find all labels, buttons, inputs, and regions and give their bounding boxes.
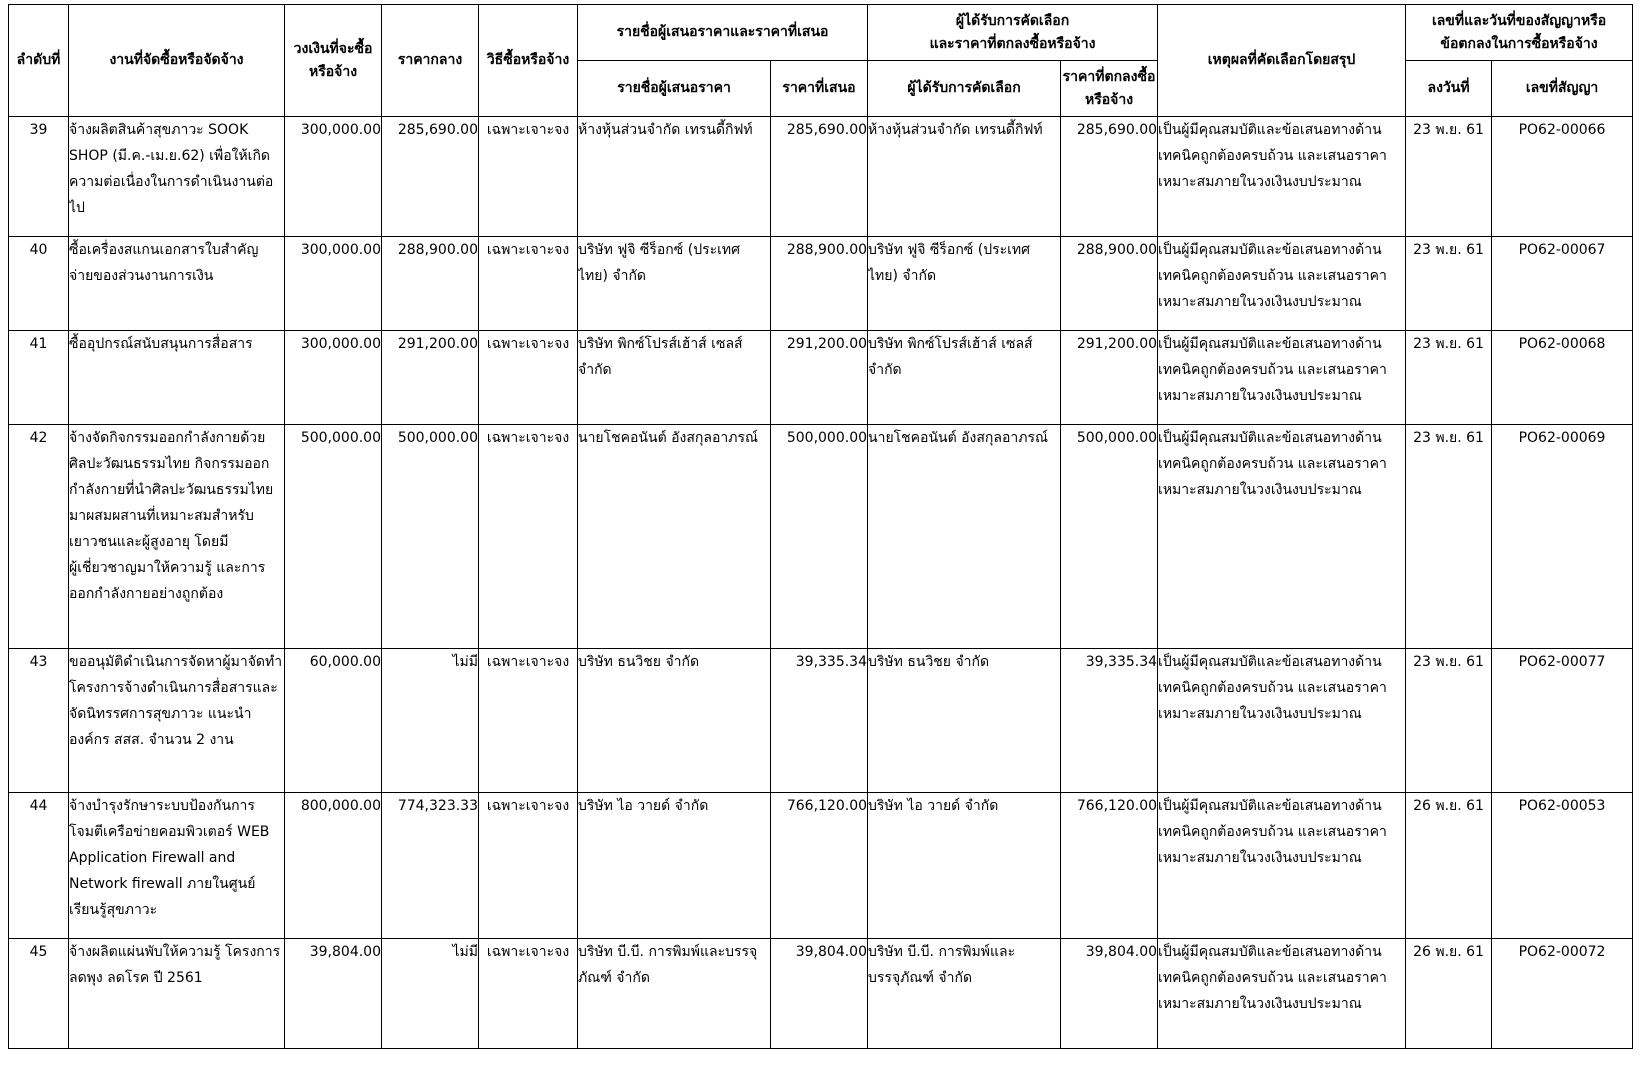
cell-contract-no: PO62-00072	[1492, 939, 1633, 1049]
cell-bid-price: 288,900.00	[771, 237, 868, 331]
cell-reason: เป็นผู้มีคุณสมบัติและข้อเสนอทางด้าน เทคนิคถูกต้องครบถ้วน และเสนอราคา เหมาะสมภายในวงเงินงบประมาณ	[1158, 237, 1406, 331]
cell-median-price: 288,900.00	[382, 237, 479, 331]
cell-selected-name: บริษัท พิกซ์โปรส์เฮ้าส์ เซลส์ จำกัด	[868, 331, 1061, 425]
cell-budget: 300,000.00	[285, 237, 382, 331]
header-bidder-name: รายชื่อผู้เสนอราคา	[578, 61, 771, 117]
cell-no: 44	[9, 793, 69, 939]
cell-method: เฉพาะเจาะจง	[479, 331, 578, 425]
cell-contract-no: PO62-00077	[1492, 649, 1633, 793]
header-no: ลำดับที่	[9, 5, 69, 117]
header-bidders-group: รายชื่อผู้เสนอราคาและราคาที่เสนอ	[578, 5, 868, 61]
cell-date: 23 พ.ย. 61	[1406, 237, 1492, 331]
cell-method: เฉพาะเจาะจง	[479, 117, 578, 237]
table-row	[9, 237, 1633, 331]
cell-budget: 800,000.00	[285, 793, 382, 939]
table-row	[9, 117, 1633, 237]
cell-work: จ้างผลิตสินค้าสุขภาวะ SOOK SHOP (มี.ค.-เม.ย.62) เพื่อให้เกิด ความต่อเนื่องในการดำเนินงานต่อไป	[69, 117, 285, 237]
table-row	[9, 425, 1633, 649]
cell-no: 41	[9, 331, 69, 425]
cell-bidder-name: บริษัท พิกซ์โปรส์เฮ้าส์ เซลส์ จำกัด	[578, 331, 771, 425]
table-row	[9, 649, 1633, 793]
cell-method: เฉพาะเจาะจง	[479, 649, 578, 793]
cell-bidder-name: ห้างหุ้นส่วนจำกัด เทรนดี้กิฟท์	[578, 117, 771, 237]
header-selected-name: ผู้ได้รับการคัดเลือก	[868, 61, 1061, 117]
cell-selected-name: บริษัท ธนวิชย จำกัด	[868, 649, 1061, 793]
cell-budget: 300,000.00	[285, 331, 382, 425]
cell-budget: 60,000.00	[285, 649, 382, 793]
cell-date: 23 พ.ย. 61	[1406, 425, 1492, 649]
header-agreed-price: ราคาที่ตกลงซื้อ หรือจ้าง	[1061, 61, 1158, 117]
cell-budget: 500,000.00	[285, 425, 382, 649]
cell-date: 26 พ.ย. 61	[1406, 793, 1492, 939]
cell-work: จ้างบำรุงรักษาระบบป้องกันการ โจมตีเครือข่ายคอมพิวเตอร์ WEB Application Firewall and Network firewall ภายในศูนย์ เรียนรู้สุขภาวะ	[69, 793, 285, 939]
cell-work: ซื้ออุปกรณ์สนับสนุนการสื่อสาร	[69, 331, 285, 425]
cell-agreed-price: 288,900.00	[1061, 237, 1158, 331]
cell-no: 42	[9, 425, 69, 649]
procurement-table	[8, 4, 1633, 1049]
cell-reason: เป็นผู้มีคุณสมบัติและข้อเสนอทางด้าน เทคนิคถูกต้องครบถ้วน และเสนอราคา เหมาะสมภายในวงเงินงบประมาณ	[1158, 331, 1406, 425]
cell-median-price: 291,200.00	[382, 331, 479, 425]
cell-contract-no: PO62-00066	[1492, 117, 1633, 237]
cell-date: 23 พ.ย. 61	[1406, 117, 1492, 237]
cell-method: เฉพาะเจาะจง	[479, 793, 578, 939]
cell-agreed-price: 291,200.00	[1061, 331, 1158, 425]
cell-reason: เป็นผู้มีคุณสมบัติและข้อเสนอทางด้าน เทคนิคถูกต้องครบถ้วน และเสนอราคา เหมาะสมภายในวงเงินงบประมาณ	[1158, 117, 1406, 237]
cell-selected-name: ห้างหุ้นส่วนจำกัด เทรนดี้กิฟท์	[868, 117, 1061, 237]
cell-reason: เป็นผู้มีคุณสมบัติและข้อเสนอทางด้าน เทคนิคถูกต้องครบถ้วน และเสนอราคา เหมาะสมภายในวงเงินงบประมาณ	[1158, 649, 1406, 793]
header-median-price: ราคากลาง	[382, 5, 479, 117]
cell-contract-no: PO62-00068	[1492, 331, 1633, 425]
cell-median-price: 285,690.00	[382, 117, 479, 237]
cell-selected-name: บริษัท ไอ วายด์ จำกัด	[868, 793, 1061, 939]
cell-no: 40	[9, 237, 69, 331]
cell-no: 39	[9, 117, 69, 237]
cell-bid-price: 39,804.00	[771, 939, 868, 1049]
cell-agreed-price: 39,335.34	[1061, 649, 1158, 793]
cell-agreed-price: 285,690.00	[1061, 117, 1158, 237]
header-date: ลงวันที่	[1406, 61, 1492, 117]
header-contract-group: เลขที่และวันที่ของสัญญาหรือ ข้อตกลงในการซื้อหรือจ้าง	[1406, 5, 1633, 61]
cell-work: จ้างผลิตแผ่นพับให้ความรู้ โครงการ ลดพุง ลดโรค ปี 2561	[69, 939, 285, 1049]
cell-date: 23 พ.ย. 61	[1406, 649, 1492, 793]
cell-reason: เป็นผู้มีคุณสมบัติและข้อเสนอทางด้าน เทคนิคถูกต้องครบถ้วน และเสนอราคา เหมาะสมภายในวงเงินงบประมาณ	[1158, 793, 1406, 939]
cell-bid-price: 500,000.00	[771, 425, 868, 649]
cell-budget: 300,000.00	[285, 117, 382, 237]
cell-reason: เป็นผู้มีคุณสมบัติและข้อเสนอทางด้าน เทคนิคถูกต้องครบถ้วน และเสนอราคา เหมาะสมภายในวงเงินงบประมาณ	[1158, 939, 1406, 1049]
header-budget: วงเงินที่จะซื้อ หรือจ้าง	[285, 5, 382, 117]
cell-bid-price: 39,335.34	[771, 649, 868, 793]
header-bid-price: ราคาที่เสนอ	[771, 61, 868, 117]
cell-contract-no: PO62-00067	[1492, 237, 1633, 331]
cell-method: เฉพาะเจาะจง	[479, 425, 578, 649]
cell-reason: เป็นผู้มีคุณสมบัติและข้อเสนอทางด้าน เทคนิคถูกต้องครบถ้วน และเสนอราคา เหมาะสมภายในวงเงินงบประมาณ	[1158, 425, 1406, 649]
cell-contract-no: PO62-00053	[1492, 793, 1633, 939]
cell-budget: 39,804.00	[285, 939, 382, 1049]
cell-bidder-name: บริษัท ธนวิชย จำกัด	[578, 649, 771, 793]
cell-median-price: 500,000.00	[382, 425, 479, 649]
header-reason: เหตุผลที่คัดเลือกโดยสรุป	[1158, 5, 1406, 117]
cell-selected-name: บริษัท บี.บี. การพิมพ์และ บรรจุภัณฑ์ จำกัด	[868, 939, 1061, 1049]
cell-median-price: ไม่มี	[382, 649, 479, 793]
cell-no: 45	[9, 939, 69, 1049]
cell-agreed-price: 500,000.00	[1061, 425, 1158, 649]
cell-selected-name: นายโชคอนันต์ อังสกุลอาภรณ์	[868, 425, 1061, 649]
cell-contract-no: PO62-00069	[1492, 425, 1633, 649]
cell-bidder-name: บริษัท ไอ วายด์ จำกัด	[578, 793, 771, 939]
cell-median-price: ไม่มี	[382, 939, 479, 1049]
table-row	[9, 939, 1633, 1049]
cell-bid-price: 291,200.00	[771, 331, 868, 425]
cell-bidder-name: บริษัท บี.บี. การพิมพ์และบรรจุ ภัณฑ์ จำกัด	[578, 939, 771, 1049]
cell-work: จ้างจัดกิจกรรมออกกำลังกายด้วย ศิลปะวัฒนธรรมไทย กิจกรรมออก กำลังกายที่นำศิลปะวัฒนธรรมไทย มาผสมผสานที่เหมาะสมสำหรับ เยาวชนและผู้สูงอายุ โดยมี ผู้เชี่ยวชาญมาให้ความรู้ และการ ออกกำลังกายอย่างถูกต้อง	[69, 425, 285, 649]
cell-bidder-name: บริษัท ฟูจิ ซีร็อกซ์ (ประเทศ ไทย) จำกัด	[578, 237, 771, 331]
cell-selected-name: บริษัท ฟูจิ ซีร็อกซ์ (ประเทศ ไทย) จำกัด	[868, 237, 1061, 331]
cell-date: 23 พ.ย. 61	[1406, 331, 1492, 425]
cell-bid-price: 285,690.00	[771, 117, 868, 237]
cell-median-price: 774,323.33	[382, 793, 479, 939]
header-work: งานที่จัดซื้อหรือจัดจ้าง	[69, 5, 285, 117]
header-method: วิธีซื้อหรือจ้าง	[479, 5, 578, 117]
header-selected-group: ผู้ได้รับการคัดเลือก และราคาที่ตกลงซื้อหรือจ้าง	[868, 5, 1158, 61]
table-row	[9, 793, 1633, 939]
header-contract-no: เลขที่สัญญา	[1492, 61, 1633, 117]
cell-agreed-price: 766,120.00	[1061, 793, 1158, 939]
table-row	[9, 331, 1633, 425]
cell-method: เฉพาะเจาะจง	[479, 939, 578, 1049]
cell-agreed-price: 39,804.00	[1061, 939, 1158, 1049]
cell-date: 26 พ.ย. 61	[1406, 939, 1492, 1049]
cell-no: 43	[9, 649, 69, 793]
cell-work: ซื้อเครื่องสแกนเอกสารใบสำคัญ จ่ายของส่วนงานการเงิน	[69, 237, 285, 331]
cell-bidder-name: นายโชคอนันต์ อังสกุลอาภรณ์	[578, 425, 771, 649]
cell-bid-price: 766,120.00	[771, 793, 868, 939]
cell-method: เฉพาะเจาะจง	[479, 237, 578, 331]
cell-work: ขออนุมัติดำเนินการจัดหาผู้มาจัดทำ โครงการจ้างดำเนินการสื่อสารและ จัดนิทรรศการสุขภาวะ แนะนำ องค์กร สสส. จำนวน 2 งาน	[69, 649, 285, 793]
